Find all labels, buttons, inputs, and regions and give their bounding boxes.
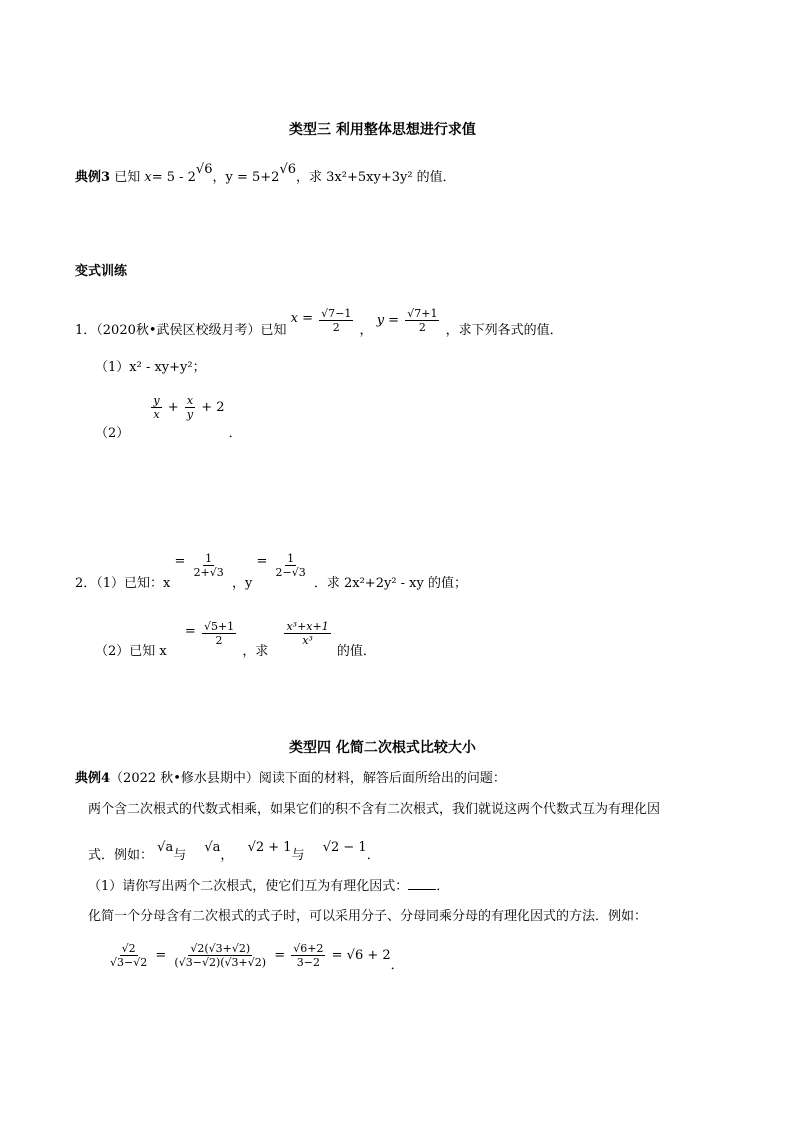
eq-sign-2: = [274,948,286,963]
example3-x: x [144,170,152,185]
q1-y-lhs: y = [376,313,400,328]
q1-x-frac: $\frac{√7-1}{2}$ [321,307,352,334]
section4-example-pairs [88,840,380,863]
example3-sqrt6-a: √6 [195,162,213,177]
example3-sqrt6-b: √6 [279,162,297,177]
section4-q1-end: ． [436,879,450,894]
example3 [75,162,456,186]
practice-label: 变式训练 [75,264,128,279]
q2-suffix: ．求 2x²+2y² - xy 的值； [313,576,467,591]
eq-result: √6 + 2 [346,948,391,963]
with-2: 与 [291,848,305,863]
pair-period: ． [366,848,380,863]
example4-intro-text: （2022 秋•修水县期中）阅读下面的材料，解答后面所给出的问题： [110,771,506,786]
section4-para1: 两个含二次根式的代数式相乘，如果它们的积不含有二次根式，我们就说这两个代数式互为有理化因 [88,802,661,817]
eq-period: ． [390,958,404,973]
with-1: 与 [173,848,187,863]
q2-y-frac: $\frac{1}{2-√3}$ [275,552,306,579]
q2-x-eq: = [174,554,186,569]
rational-d: √2 − 1 [322,840,367,855]
eq-frac-3: $\frac{√6+2}{3-2}$ [293,942,324,969]
q1-part2-label: （2） [95,426,130,441]
practice-q2 [75,552,467,591]
example3-x-val: = 5 - 2 [151,170,196,185]
example3-y-val: y = 5+2 [225,170,280,185]
q2-prefix: 2．（1）已知：x [75,576,171,591]
section4-para2: 化简一个分母含有二次根式的式子时，可以采用分子、分母同乘分母的有理化因式的方法．例如： [88,909,648,924]
para1-cont: 式．例如： [88,848,154,863]
example4-intro [75,771,506,787]
q1-part2-period: ． [228,426,242,441]
q2-part2-expr-frac: $\frac{\text{x³+x+1}}{\text{x³}}$ [286,620,329,647]
q1-part2 [95,394,242,441]
q1-comma: ， [359,323,373,338]
q2-part2-suffix: 的值． [336,644,376,659]
section4-q1-text: （1）请你写出两个二次根式，使它们互为有理化因式： [88,879,409,894]
q1-part2-frac-b: $\frac{x}{y}$ [186,394,194,421]
rationalize-equation [106,942,404,973]
eq-sign-3: = [331,948,343,963]
rational-b: √a [204,840,221,855]
example4-label: 典例4 [75,771,111,786]
section4-title: 类型四 化简二次根式比较大小 [289,740,476,756]
q1-suffix: ，求下列各式的值． [445,323,563,338]
section3-title: 类型三 利用整体思想进行求值 [289,122,476,138]
q1-part1: （1）x² - xy+y²； [95,360,206,375]
example3-comma: ， [212,170,226,185]
q2-part2-frac: $\frac{√5+1}{2}$ [203,620,235,647]
q2-x-frac: $\frac{1}{2+√3}$ [193,552,224,579]
example3-text: 已知 [114,170,141,185]
q2-part2-eq: = [184,624,196,639]
q2-y-sep: ，y [231,576,253,591]
example3-label: 典例3 [75,170,111,185]
q2-y-eq: = [256,554,268,569]
q1-part2-tail: + 2 [201,400,225,415]
q2-part2-mid: ，求 [242,644,269,659]
q1-part2-plus: + [167,400,179,415]
q1-y-frac: $\frac{√7+1}{2}$ [407,307,438,334]
q2-part2 [95,620,376,659]
example3-tail: ，求 3x²+5xy+3y² 的值． [296,170,456,185]
q1-part2-frac-a: $\frac{y}{x}$ [153,394,160,421]
eq-sign-1: = [155,948,167,963]
eq-frac-1: $\frac{√2}{√3-√2}$ [110,942,148,969]
answer-blank[interactable] [408,877,436,890]
q1-part2-expr [149,394,224,421]
q1-x-lhs: x = [290,311,314,326]
rational-a: √a [157,840,174,855]
q1-prefix: 1．（2020秋•武侯区校级月考）已知 [75,323,287,338]
eq-frac-2: $\frac{√2(√3+√2)}{(√3-√2)(√3+√2)}$ [174,942,267,969]
practice-q1 [75,306,563,336]
q2-part2-prefix: （2）已知 x [95,644,167,659]
section4-q1 [88,877,449,895]
pair-comma: ， [220,848,234,863]
rational-c: √2 + 1 [247,840,292,855]
